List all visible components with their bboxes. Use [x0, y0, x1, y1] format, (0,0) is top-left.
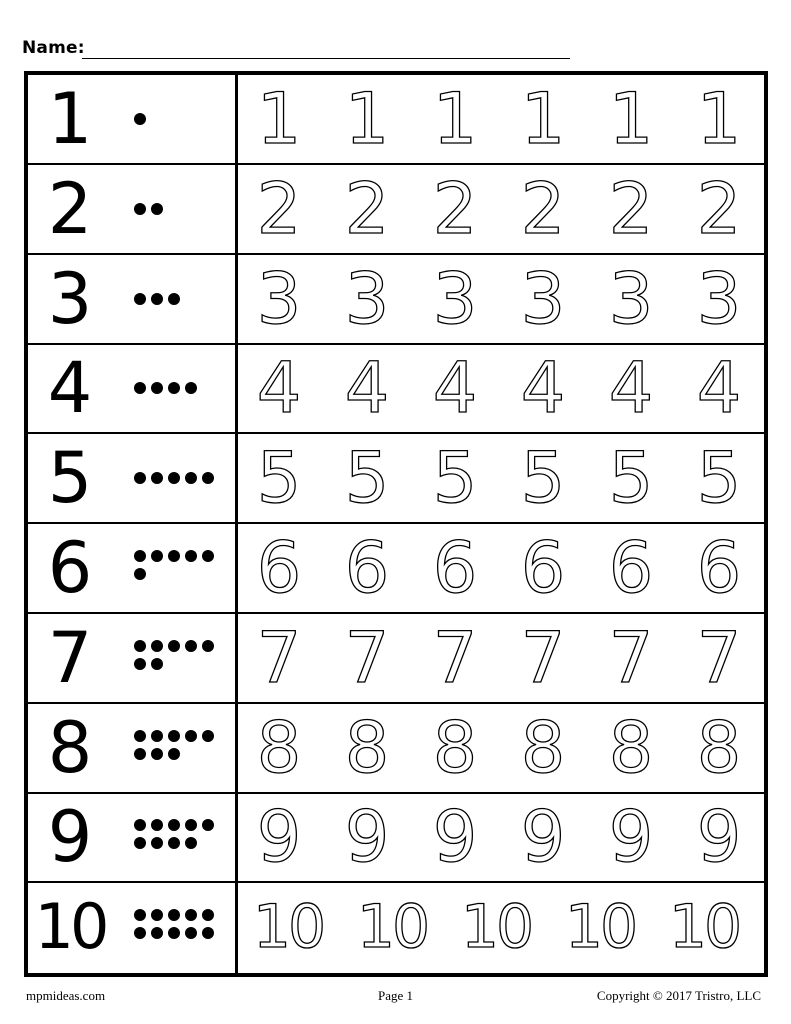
tracing-area — [246, 793, 756, 881]
count-dot — [134, 909, 146, 921]
trace-digit[interactable]: 1 — [520, 78, 566, 160]
name-write-line[interactable] — [82, 58, 570, 59]
number-row-7 — [28, 614, 764, 704]
count-dot — [134, 927, 146, 939]
model-numeral: 7 — [47, 616, 93, 699]
name-field — [22, 36, 562, 66]
model-numeral: 4 — [47, 347, 93, 430]
model-numeral: 8 — [47, 706, 93, 789]
count-dot — [168, 837, 180, 849]
count-dot — [134, 748, 146, 760]
trace-digit[interactable]: 1 — [432, 78, 478, 160]
name-label: Name: — [22, 38, 85, 58]
count-dot — [134, 730, 146, 742]
trace-digit[interactable]: 8 — [696, 706, 742, 789]
trace-digit[interactable]: 3 — [520, 257, 566, 340]
count-dot — [151, 819, 163, 831]
trace-digit[interactable]: 8 — [256, 706, 302, 789]
tracing-area — [246, 165, 756, 253]
trace-digit[interactable]: 9 — [256, 796, 302, 879]
count-dot — [151, 730, 163, 742]
number-row-6 — [28, 524, 764, 614]
count-dot — [134, 819, 146, 831]
model-numeral: 9 — [47, 796, 93, 879]
trace-digit[interactable]: 10 — [564, 892, 636, 963]
counting-dots — [130, 614, 228, 702]
count-dot — [168, 748, 180, 760]
trace-digit[interactable]: 1 — [344, 78, 390, 160]
count-dot — [168, 382, 180, 394]
trace-digit[interactable]: 5 — [344, 437, 390, 520]
count-dot — [168, 640, 180, 652]
trace-digit[interactable]: 6 — [432, 527, 478, 609]
count-dot — [185, 640, 197, 652]
number-row-3 — [28, 255, 764, 345]
count-dot — [185, 472, 197, 484]
trace-digit[interactable]: 3 — [696, 257, 742, 340]
count-dot — [151, 472, 163, 484]
model-numeral: 2 — [47, 167, 93, 250]
count-dot — [202, 927, 214, 939]
tracing-worksheet — [24, 71, 768, 977]
count-dot — [168, 927, 180, 939]
trace-digit[interactable]: 9 — [608, 796, 654, 879]
count-dot — [151, 203, 163, 215]
trace-digit[interactable]: 6 — [520, 527, 566, 609]
count-dot — [185, 819, 197, 831]
trace-digit[interactable]: 5 — [608, 437, 654, 520]
tracing-area — [246, 434, 756, 522]
model-numeral: 10 — [34, 890, 106, 964]
count-dot — [134, 568, 146, 580]
count-dot — [202, 819, 214, 831]
count-dot — [134, 293, 146, 305]
count-dot — [185, 382, 197, 394]
count-dot — [202, 472, 214, 484]
trace-digit[interactable]: 6 — [344, 527, 390, 609]
model-numeral: 5 — [47, 437, 93, 520]
count-dot — [202, 730, 214, 742]
count-dot — [185, 837, 197, 849]
count-dot — [185, 730, 197, 742]
trace-digit[interactable]: 1 — [256, 78, 302, 160]
trace-digit[interactable]: 3 — [256, 257, 302, 340]
number-row-8 — [28, 704, 764, 794]
trace-digit[interactable]: 10 — [356, 892, 428, 963]
count-dot — [202, 909, 214, 921]
number-row-5 — [28, 434, 764, 524]
trace-digit[interactable]: 5 — [520, 437, 566, 520]
tracing-area — [246, 614, 756, 702]
number-row-4 — [28, 344, 764, 434]
count-dot — [134, 658, 146, 670]
count-dot — [168, 472, 180, 484]
count-dot — [151, 640, 163, 652]
trace-digit[interactable]: 2 — [344, 167, 390, 250]
trace-digit[interactable]: 9 — [520, 796, 566, 879]
trace-digit[interactable]: 8 — [344, 706, 390, 789]
count-dot — [168, 550, 180, 562]
trace-digit[interactable]: 3 — [608, 257, 654, 340]
number-row-1 — [28, 75, 764, 165]
counting-dots — [130, 434, 228, 522]
count-dot — [185, 550, 197, 562]
trace-digit[interactable]: 2 — [432, 167, 478, 250]
counting-dots — [130, 255, 228, 343]
counting-dots — [130, 75, 228, 163]
trace-digit[interactable]: 4 — [344, 347, 390, 430]
trace-digit[interactable]: 1 — [608, 78, 654, 160]
model-numeral: 6 — [47, 527, 93, 609]
count-dot — [134, 203, 146, 215]
count-dot — [151, 748, 163, 760]
count-dot — [134, 640, 146, 652]
count-dot — [151, 837, 163, 849]
trace-digit[interactable]: 9 — [432, 796, 478, 879]
count-dot — [168, 730, 180, 742]
trace-digit[interactable]: 5 — [432, 437, 478, 520]
footer-copyright: Copyright © 2017 Tristro, LLC — [596, 988, 761, 1003]
trace-digit[interactable]: 7 — [520, 616, 566, 699]
trace-digit[interactable]: 10 — [460, 892, 532, 963]
count-dot — [134, 382, 146, 394]
trace-digit[interactable]: 7 — [256, 616, 302, 699]
trace-digit[interactable]: 7 — [432, 616, 478, 699]
trace-digit[interactable]: 4 — [608, 347, 654, 430]
counting-dots — [130, 344, 228, 432]
tracing-area — [246, 883, 756, 971]
count-dot — [134, 837, 146, 849]
number-row-9 — [28, 793, 764, 883]
trace-digit[interactable]: 4 — [432, 347, 478, 430]
number-row-2 — [28, 165, 764, 255]
model-numeral: 3 — [47, 257, 93, 340]
count-dot — [151, 293, 163, 305]
trace-digit[interactable]: 2 — [696, 167, 742, 250]
counting-dots — [130, 883, 228, 971]
trace-digit[interactable]: 2 — [256, 167, 302, 250]
count-dot — [151, 550, 163, 562]
trace-digit[interactable]: 7 — [608, 616, 654, 699]
footer-website: mpmideas.com — [26, 988, 106, 1003]
footer-page-number: Page 1 — [377, 988, 414, 1003]
trace-digit[interactable]: 4 — [520, 347, 566, 430]
count-dot — [202, 550, 214, 562]
trace-digit[interactable]: 4 — [256, 347, 302, 430]
count-dot — [151, 658, 163, 670]
count-dot — [168, 909, 180, 921]
tracing-area — [246, 524, 756, 612]
trace-digit[interactable]: 4 — [696, 347, 742, 430]
trace-digit[interactable]: 9 — [344, 796, 390, 879]
trace-digit[interactable]: 3 — [432, 257, 478, 340]
trace-digit[interactable]: 7 — [344, 616, 390, 699]
count-dot — [168, 293, 180, 305]
count-dot — [134, 113, 146, 125]
trace-digit[interactable]: 1 — [696, 78, 742, 160]
model-numeral: 1 — [47, 78, 93, 160]
trace-digit[interactable]: 6 — [256, 527, 302, 609]
count-dot — [202, 640, 214, 652]
number-row-10 — [28, 883, 764, 973]
counting-dots — [130, 524, 228, 612]
count-dot — [134, 472, 146, 484]
tracing-area — [246, 255, 756, 343]
trace-digit[interactable]: 3 — [344, 257, 390, 340]
trace-digit[interactable]: 10 — [252, 892, 324, 963]
trace-digit[interactable]: 2 — [608, 167, 654, 250]
tracing-area — [246, 344, 756, 432]
counting-dots — [130, 793, 228, 881]
count-dot — [168, 819, 180, 831]
trace-digit[interactable]: 8 — [608, 706, 654, 789]
trace-digit[interactable]: 6 — [696, 527, 742, 609]
count-dot — [151, 909, 163, 921]
trace-digit[interactable]: 9 — [696, 796, 742, 879]
trace-digit[interactable]: 5 — [256, 437, 302, 520]
tracing-area — [246, 75, 756, 163]
trace-digit[interactable]: 6 — [608, 527, 654, 609]
count-dot — [134, 550, 146, 562]
trace-digit[interactable]: 8 — [432, 706, 478, 789]
count-dot — [185, 927, 197, 939]
trace-digit[interactable]: 10 — [668, 892, 740, 963]
trace-digit[interactable]: 5 — [696, 437, 742, 520]
count-dot — [151, 382, 163, 394]
counting-dots — [130, 165, 228, 253]
tracing-area — [246, 704, 756, 792]
count-dot — [185, 909, 197, 921]
count-dot — [151, 927, 163, 939]
trace-digit[interactable]: 8 — [520, 706, 566, 789]
trace-digit[interactable]: 2 — [520, 167, 566, 250]
trace-digit[interactable]: 7 — [696, 616, 742, 699]
counting-dots — [130, 704, 228, 792]
